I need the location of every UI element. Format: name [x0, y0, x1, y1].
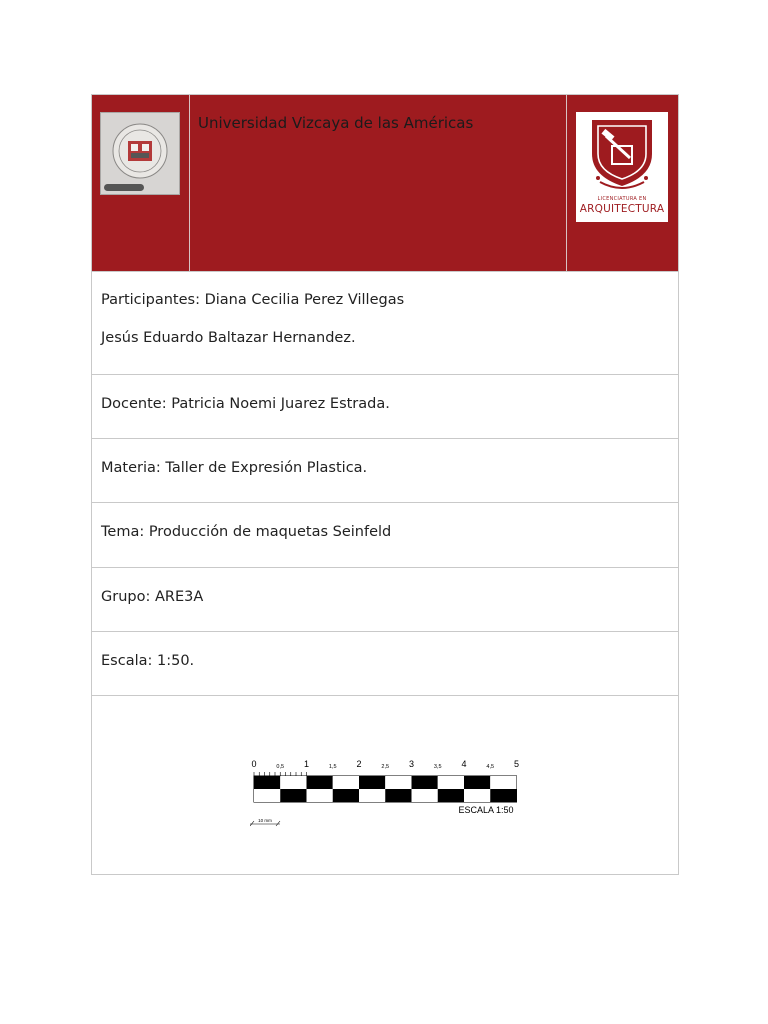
- scale-major-label: 5: [513, 759, 520, 769]
- scale-segment-bottom: [307, 789, 333, 802]
- scale-minor-label: 0,5: [276, 764, 285, 770]
- docente-text: Docente: Patricia Noemi Juarez Estrada.: [101, 396, 390, 412]
- docente-row: [92, 375, 678, 439]
- scale-segment-top: [464, 776, 490, 789]
- scale-major-label: 2: [356, 759, 362, 769]
- scale-segment-top: [490, 776, 516, 789]
- scale-segment-bottom: [359, 789, 385, 802]
- scale-segment-bottom: [254, 789, 280, 802]
- scale-segment-bottom: [464, 789, 490, 802]
- participants-row: [92, 272, 678, 375]
- scale-segment-top: [307, 776, 333, 789]
- logo-text: ARQUITECTURA: [579, 203, 665, 215]
- scale-minor-label: 4,5: [486, 764, 495, 770]
- scale-bar: [250, 750, 522, 830]
- scale-segment-bottom: [333, 789, 359, 802]
- cover-table: [91, 94, 679, 875]
- scale-minor-label: 2,5: [381, 764, 390, 770]
- participants-line-1: Participantes: Diana Cecilia Perez Villegas: [101, 292, 405, 308]
- scale-major-label: 1: [303, 759, 310, 769]
- unit-note-label: 10 mm: [258, 818, 272, 823]
- unit-note-tick-left: [250, 821, 254, 826]
- scale-segment-top: [254, 776, 280, 789]
- unit-note-tick-right: [276, 821, 280, 826]
- shield-icon: [576, 112, 668, 196]
- scale-bar-row: [92, 696, 678, 874]
- scale-major-label: 0: [251, 759, 257, 769]
- scale-minor-label: 3,5: [433, 764, 442, 770]
- scale-segment-top: [333, 776, 359, 789]
- scale-segment-top: [438, 776, 464, 789]
- grupo-row: [92, 568, 678, 632]
- materia-row: [92, 439, 678, 503]
- scale-segment-bottom: [412, 789, 438, 802]
- header-title-cell: [190, 95, 567, 271]
- escala-row: [92, 632, 678, 696]
- header-row: [92, 95, 678, 272]
- scale-segment-top: [280, 776, 306, 789]
- scale-segment-top: [385, 776, 411, 789]
- logo-small-text: LICENCIATURA EN: [597, 196, 647, 202]
- scale-major-label: 4: [461, 759, 467, 769]
- scale-segment-bottom: [438, 789, 464, 802]
- grupo-text: Grupo: ARE3A: [101, 589, 204, 605]
- scale-segment-bottom: [490, 789, 516, 802]
- architecture-logo: [576, 112, 668, 222]
- materia-text: Materia: Taller de Expresión Plastica.: [101, 460, 368, 476]
- header-left-cell: [92, 95, 190, 271]
- participants-line-2: Jesús Eduardo Baltazar Hernandez.: [101, 330, 356, 346]
- scale-segment-top: [412, 776, 438, 789]
- scale-segment-bottom: [280, 789, 306, 802]
- scale-minor-label: 1,5: [328, 764, 337, 770]
- university-seal-image: [100, 112, 180, 195]
- seal-badge: [104, 184, 144, 191]
- seal-icon: [101, 113, 179, 194]
- scale-major-label: 3: [408, 759, 415, 769]
- header-right-cell: [567, 95, 678, 271]
- scale-bar-graphic: [250, 750, 522, 830]
- scale-segment-bottom: [385, 789, 411, 802]
- scale-segment-top: [359, 776, 385, 789]
- scale-caption: ESCALA 1:50: [458, 805, 514, 815]
- university-title: Universidad Vizcaya de las Américas: [198, 114, 474, 132]
- tema-text: Tema: Producción de maquetas Seinfeld: [101, 524, 392, 540]
- tema-row: [92, 503, 678, 568]
- escala-text: Escala: 1:50.: [101, 653, 195, 669]
